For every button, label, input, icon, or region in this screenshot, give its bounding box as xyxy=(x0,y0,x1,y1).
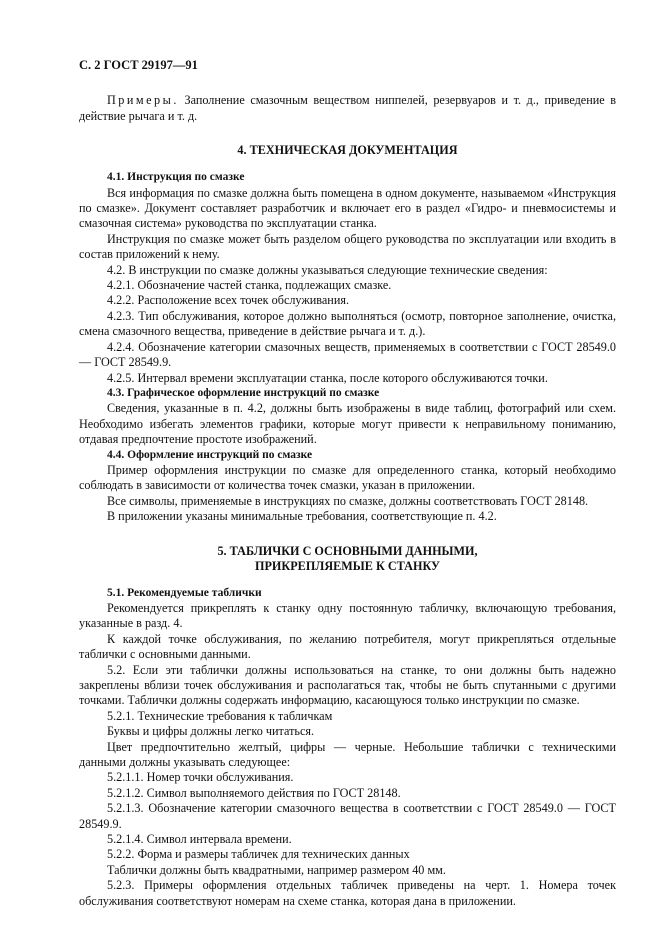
examples-paragraph xyxy=(79,93,616,124)
clause-4-2-5: 4.2.5. Интервал времени эксплуатации станка, после которого обслуживаются точки. xyxy=(107,370,548,385)
subsection-4-3-title: 4.3. Графическое оформление инструкций по смазке xyxy=(107,386,380,399)
document-page xyxy=(79,58,616,909)
paragraph: Все символы, применяемые в инструкциях по смазке, должны соответствовать ГОСТ 28148. xyxy=(107,493,589,508)
paragraph: Сведения, указанные в п. 4.2, должны быть изображены в виде таблиц, фотографий или схем. Необходимо избегать элементов графики, которые могут привести к неправильному пониманию, отдавая предпочтение простоте изображений. xyxy=(79,401,616,447)
clause-4-2-4: 4.2.4. Обозначение категории смазочных веществ, применяемых в соответствии с ГОСТ 28549.0 — ГОСТ 28549.9. xyxy=(79,339,616,370)
paragraph: Цвет предпочтительно желтый, цифры — черные. Небольшие таблички с техническими данными должны указывать следующее: xyxy=(79,739,616,770)
section-5-title xyxy=(79,544,616,574)
clause-5-2-1-2: 5.2.1.2. Символ выполняемого действия по ГОСТ 28148. xyxy=(107,785,401,800)
paragraph: Рекомендуется прикреплять к станку одну постоянную табличку, включающую требования, указанные в разд. 4. xyxy=(79,600,616,631)
paragraph: Буквы и цифры должны легко читаться. xyxy=(107,724,315,739)
clause-4-2-3: 4.2.3. Тип обслуживания, которое должно выполняться (осмотр, повторное заполнение, очистка, смена смазочного вещества, приведение в действие рычага и т. д.). xyxy=(79,308,616,339)
clause-5-2-1: 5.2.1. Технические требования к табличкам xyxy=(107,708,333,723)
section-4-title: 4. ТЕХНИЧЕСКАЯ ДОКУМЕНТАЦИЯ xyxy=(237,143,458,158)
clause-5-2-1-4: 5.2.1.4. Символ интервала времени. xyxy=(107,832,292,847)
section-5-title-line-2: ПРИКРЕПЛЯЕМЫЕ К СТАНКУ xyxy=(255,558,440,573)
clause-5-2-1-3: 5.2.1.3. Обозначение категории смазочного вещества в соответствии с ГОСТ 28549.0 — ГОСТ 28549.9. xyxy=(79,801,616,831)
clause-4-2-2: 4.2.2. Расположение всех точек обслуживания. xyxy=(107,293,350,308)
subsection-5-1-title: 5.1. Рекомендуемые таблички xyxy=(107,586,262,599)
examples-label: Примеры. xyxy=(107,93,179,108)
clause-4-2: 4.2. В инструкции по смазке должны указываться следующие технические сведения: xyxy=(107,262,548,277)
paragraph: Пример оформления инструкции по смазке для определенного станка, который необходимо соблюдать в зависимости от количества точек смазки, указан в приложении. xyxy=(79,462,616,493)
clause-4-2-1: 4.2.1. Обозначение частей станка, подлежащих смазке. xyxy=(107,278,392,293)
subsection-4-4-title: 4.4. Оформление инструкций по смазке xyxy=(107,448,313,461)
clause-5-2: 5.2. Если эти таблички должны использоваться на станке, то они должны быть надежно закреплены вблизи точек обслуживания и располагаться так, чтобы не быть спутанными с другими точками. Таблички должны содержать информацию, касающуюся только инструкции по смазке. xyxy=(79,662,616,708)
subsection-4-1-title: 4.1. Инструкция по смазке xyxy=(107,171,245,184)
paragraph: Инструкция по смазке может быть разделом общего руководства по эксплуатации или входить в состав приложений к нему. xyxy=(79,231,616,262)
clause-5-2-3: 5.2.3. Примеры оформления отдельных табличек приведены на черт. 1. Номера точек обслуживания соответствуют номерам на схеме станка, которая дана в приложении. xyxy=(79,878,616,908)
clause-5-2-1-1: 5.2.1.1. Номер точки обслуживания. xyxy=(107,770,294,785)
examples-text: Заполнение смазочным веществом ниппелей, резервуаров и т. д., приведение в действие рычага и т. д. xyxy=(79,93,616,123)
paragraph: Вся информация по смазке должна быть помещена в одном документе, называемом «Инструкция по смазке». Документ составляет разработчик и включает его в раздел «Гидро- и пневмосистемы и смазочная система» руководства по эксплуатации станка. xyxy=(79,185,616,231)
page-header: С. 2 ГОСТ 29197—91 xyxy=(79,58,198,72)
paragraph: К каждой точке обслуживания, по желанию потребителя, могут прикрепляться отдельные таблички с основными данными. xyxy=(79,631,616,662)
section-5-title-line-1: 5. ТАБЛИЧКИ С ОСНОВНЫМИ ДАННЫМИ, xyxy=(217,543,478,558)
paragraph: Таблички должны быть квадратными, например размером 40 мм. xyxy=(107,862,446,877)
clause-5-2-2: 5.2.2. Форма и размеры табличек для технических данных xyxy=(107,847,410,862)
paragraph: В приложении указаны минимальные требования, соответствующие п. 4.2. xyxy=(107,509,497,524)
